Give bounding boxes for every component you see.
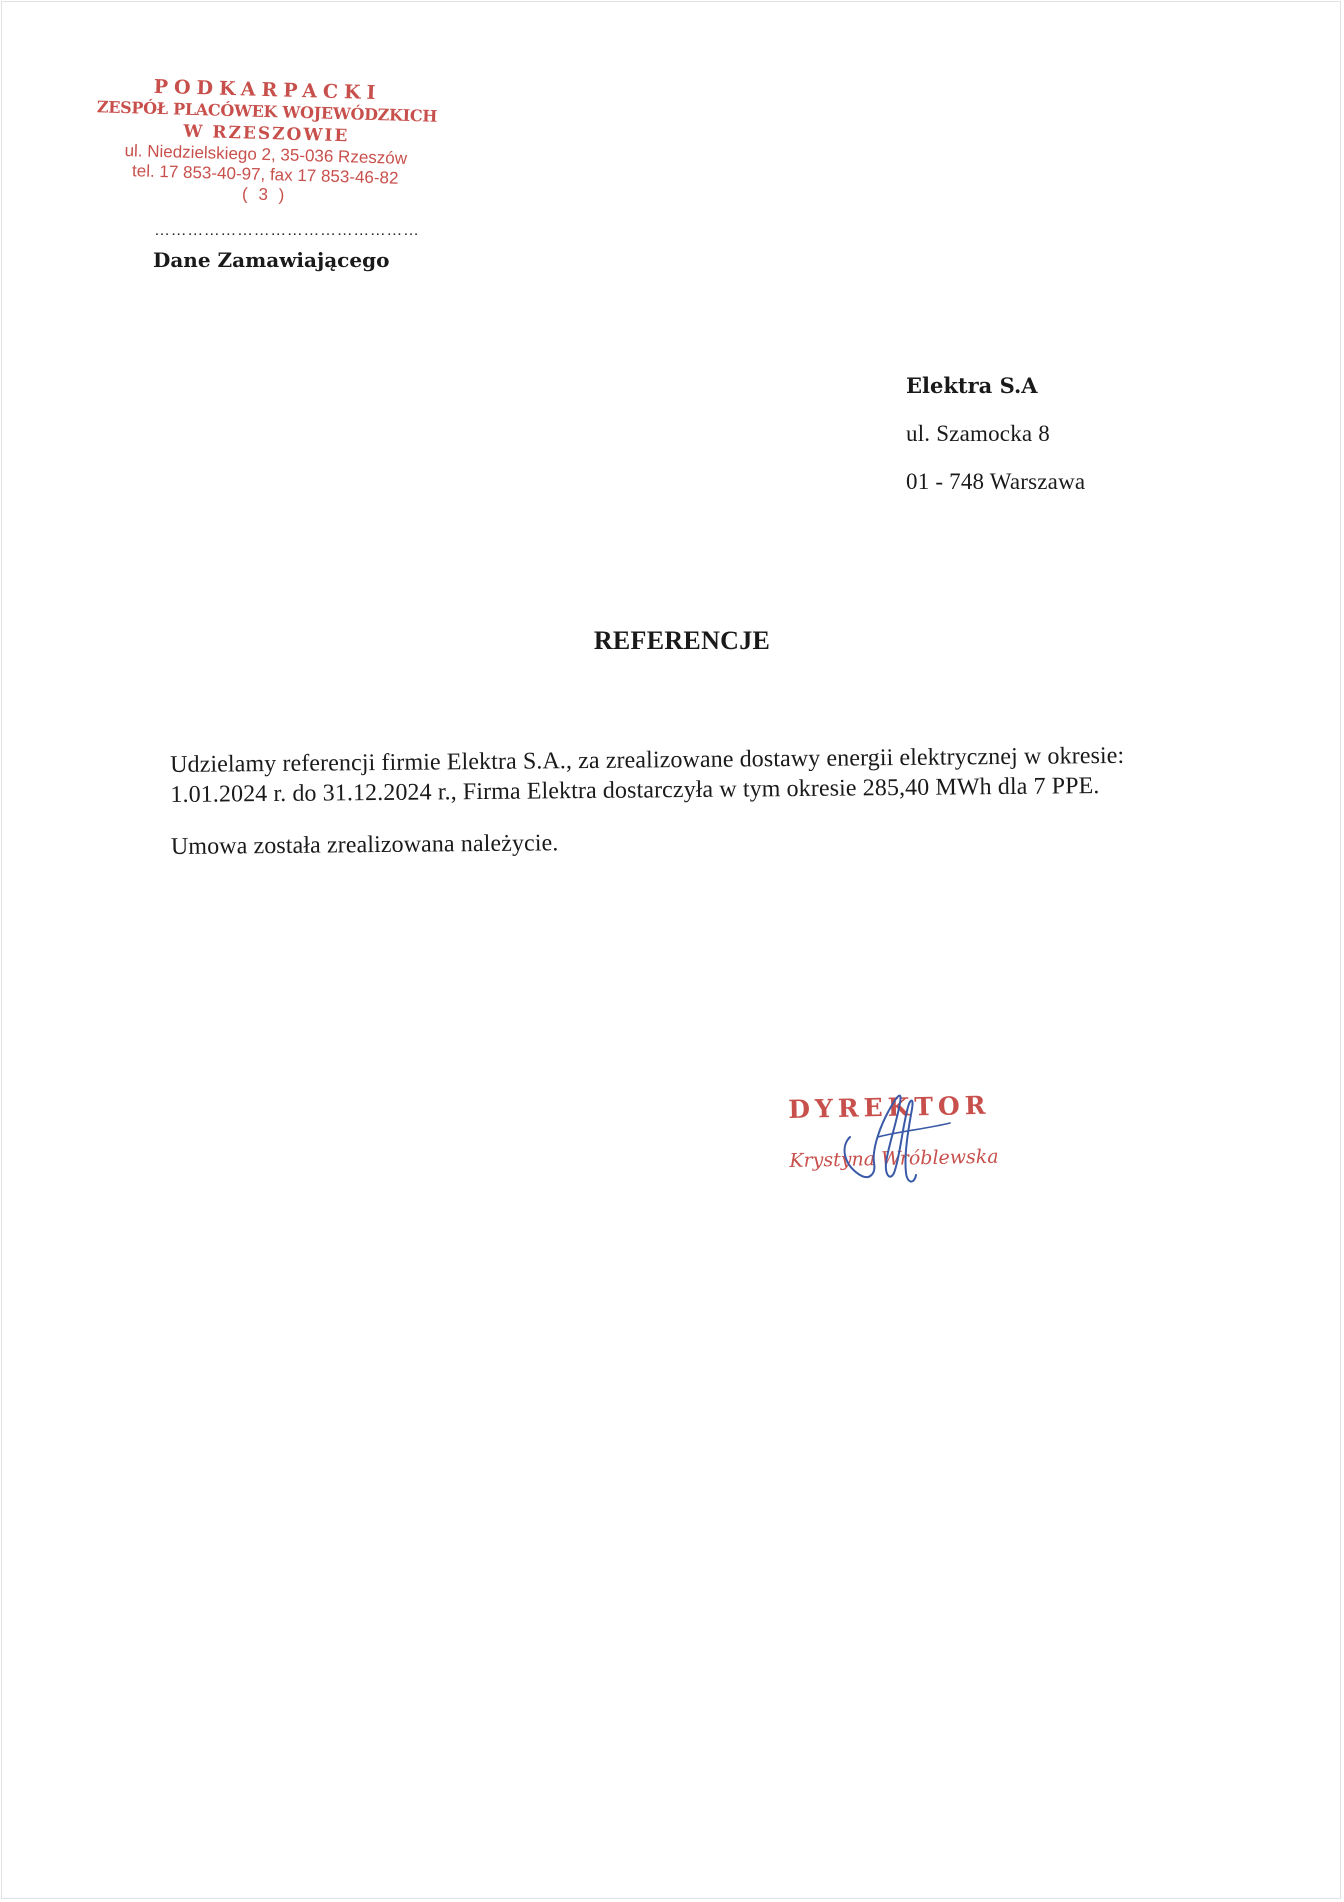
document-body (170, 741, 1151, 862)
stamp-address: ul. Niedzielskiego 2, 35-036 Rzeszów (124, 141, 408, 168)
institution-stamp (84, 74, 447, 210)
stamp-line-2: ZESPÓŁ PLACÓWEK WOJEWÓDZKICH (96, 97, 438, 126)
recipient-address (906, 372, 1085, 516)
stamp-line-3: W RZESZOWIE (183, 121, 350, 147)
director-name: Krystyna Wróblewska (789, 1145, 999, 1172)
stamp-phone: tel. 17 853-40-97, fax 17 853-46-82 (131, 161, 399, 188)
recipient-name: Elektra S.A (906, 373, 1038, 398)
stamp-number: ( 3 ) (241, 184, 288, 205)
dotted-line: ………………………………………… (154, 222, 420, 239)
recipient-street: ul. Szamocka 8 (906, 421, 1050, 446)
document-title: REFERENCJE (593, 626, 771, 655)
stamp-line-1: PODKARPACKI (153, 75, 382, 105)
recipient-city: 01 - 748 Warszawa (906, 469, 1086, 494)
handwritten-signature (830, 1085, 970, 1195)
director-title: DYREKTOR (788, 1090, 991, 1124)
page-border (1, 1, 1341, 1899)
body-paragraph-2: Umowa została zrealizowana należycie. (170, 830, 559, 860)
client-label: Dane Zamawiającego (153, 248, 390, 272)
body-paragraph-1: Udzielamy referencji firmie Elektra S.A., za zrealizowane dostawy energii elektrycznej w okresie: 1.01.2024 r. do 31.12.2024 r., Firma Elektra dostarczyła w tym okresie 285,40 MWh dla 7 PPE. (170, 742, 1125, 808)
